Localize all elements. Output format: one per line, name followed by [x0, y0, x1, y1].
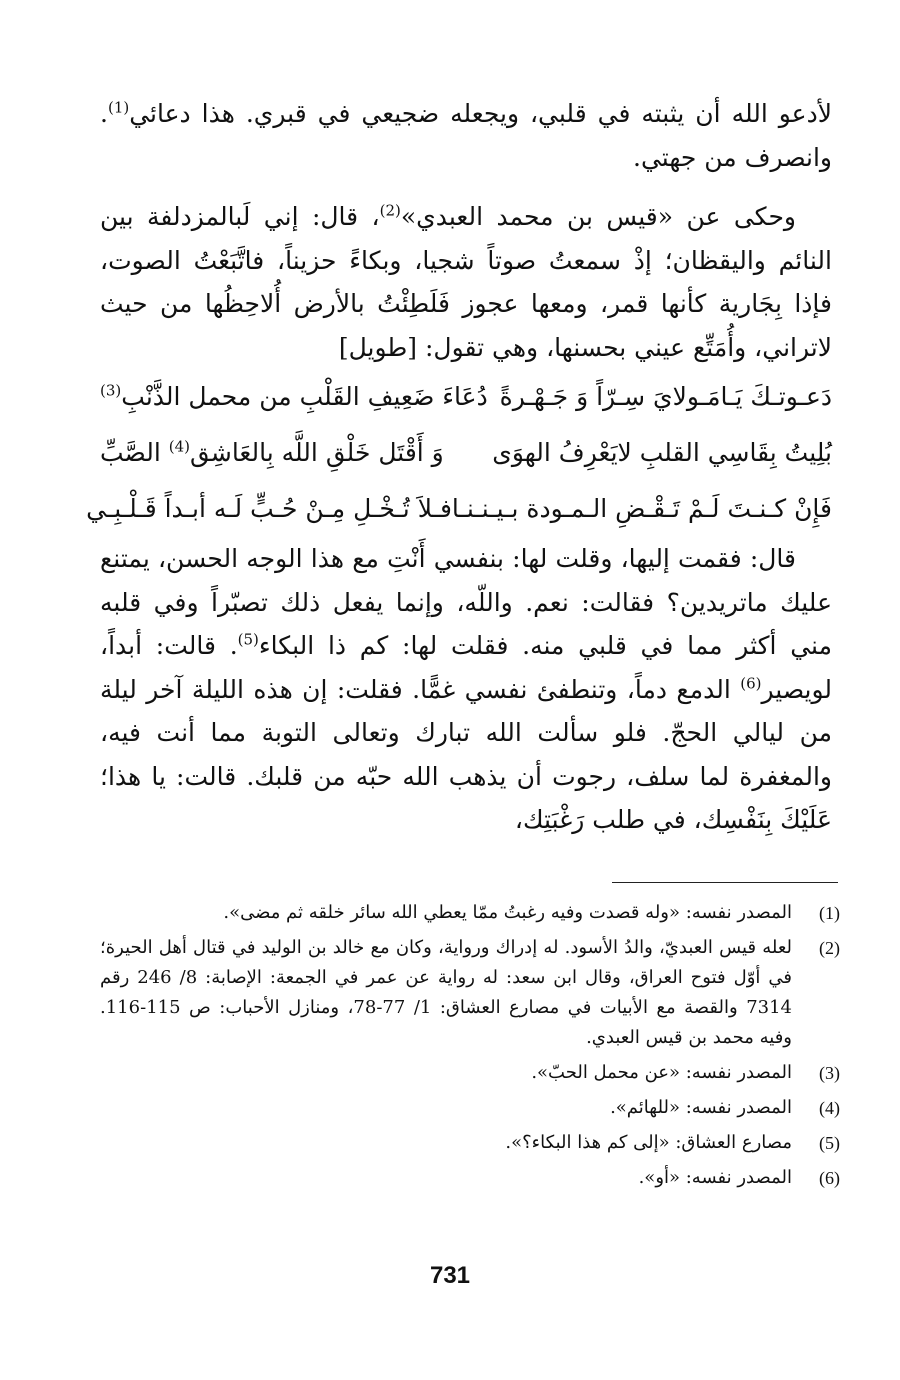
paragraph-3: قال: فقمت إليها، وقلت لها: بنفسي أَنْتِ مع هذا الوجه الحسن، يمتنع عليك ماتريدين؟ فقالت: نعم. واللّه، وإنما يفعل ذلك تصبّراً وفي قلبه مني أكثر مما في قلبي منه. فقلت لها: كم ذا البكاء$^{(5)}$. قالت: أبداً، لويصير$^{(6)}$ الدمع دماً، وتنطفئ نفسي غمًّا. فقلت: إن هذه الليلة آخر ليلة من ليالي الحجّ. فلو سألت الله تبارك وتعالى التوبة مما أنت فيه، والمغفرة لما سلف، رجوت أن يذهب الله حبّه من قلبك. قالت: يا هذا؛ عَلَيْكَ بِنَفْسِك، في طلب رَغْبَتِك،: [100, 544, 832, 834]
footnote-text: المصدر نفسه: «للهائم».: [610, 1097, 792, 1118]
page-number: 731: [429, 1262, 471, 1289]
verse-1: [100, 369, 832, 425]
footnote-number: (4): [819, 1098, 840, 1118]
verse-1-first-hemistich: دَعـوتـكَ يَـامَـولايَ سِـرّاً وَ جَـهْـرةً: [499, 382, 832, 412]
paragraph-1: لأدعو الله أن يثبته في قلبي، ويجعله ضجيعي في قبري. هذا دعائي$^{(1)}$. وانصرف من جهتي.: [100, 98, 832, 172]
footnote-ref-1[interactable]: (1): [107, 98, 130, 117]
footnote-number: (3): [819, 1063, 840, 1083]
footnote-number: (1): [819, 903, 840, 923]
footnote-ref-6[interactable]: (6): [740, 674, 762, 693]
paragraph-2: وحكى عن «قيس بن محمد العبدي»$^{(2)}$، قال: إني لَبالمزدلفة بين النائم واليقظان؛ إذْ سمعتُ صوتاً شجيا، وبكاءً حزيناً، فاتَّبَعْتُ الصوت، فإذا بِجَارية كأنها قمر، ومعها عجوز فَلَطِئْتُ بالأرض أُلاحِظُها من حيث لاتراني، وأُمَتِّع عيني بحسنها، وهي تقول: [طويل]: [100, 201, 832, 362]
main-text: [86, 92, 832, 842]
verse-3-first-hemistich: فَإِنْ كـنـتَ لَـمْ تَـقْـضِ الـمـودة بـيـنـنـا: [451, 494, 832, 524]
verse-3: [86, 481, 832, 537]
footnote-ref-4[interactable]: (4): [168, 437, 191, 456]
verse-2-first-hemistich: بُلِيتُ بِقَاسِي القلبِ لايَعْرِفُ الهوَى: [492, 438, 832, 468]
verse-2-second-hemistich: وَ أَقْتَل خَلْقِ اللَّه بِالعَاشِق$^{(4)}$ الصَّبِّ: [100, 437, 444, 468]
footnote-1: [100, 898, 840, 928]
footnote-3: [100, 1058, 840, 1088]
footnote-4: [100, 1093, 840, 1123]
footnote-number: (6): [819, 1168, 840, 1188]
footnotes: [100, 898, 840, 1198]
footnote-ref-3[interactable]: (3): [100, 381, 122, 400]
footnote-2: [100, 933, 840, 1053]
footnote-text: مصارع العشاق: «إلى كم هذا البكاء؟».: [505, 1132, 792, 1153]
verse-1-second-hemistich: دُعَاءَ ضَعِيفِ القَلْبِ من محمل الذَّنْبِ$^{(3)}$: [100, 381, 488, 412]
footnote-6: [100, 1163, 840, 1193]
footnote-number: (2): [819, 938, 840, 958]
verse-2: [100, 425, 832, 481]
footnote-text: المصدر نفسه: «وله قصدت وفيه رغبتُ ممّا يعطي الله سائر خلقه ثم مضى».: [223, 902, 792, 923]
verse-3-second-hemistich: فـلاَ تُـخْـلِ مِـنْ حُـبٍّ لَـه أبـداً قَـلْـبِـي: [86, 494, 452, 524]
footnote-text: لعله قيس العبديّ، والدُ الأسود. له إدراك ورواية، وكان مع خالد بن الوليد في قتال أهل الحيرة؛ في أوّل فتوح العراق، وقال ابن سعد: له رواية عن عمر في الجمعة: الإصابة: 8/ 246 رقم 7314 والقصة مع الأبيات في مصارع العشاق: 1/ 77-78، ومنازل الأحباب: ص 115-116. وفيه محمد بن قيس العبدي.: [100, 937, 792, 1048]
footnote-ref-5[interactable]: (5): [237, 630, 259, 649]
footnote-ref-2[interactable]: (2): [379, 201, 401, 220]
footnote-5: [100, 1128, 840, 1158]
footnote-text: المصدر نفسه: «عن محمل الحبّ».: [531, 1062, 792, 1083]
footnote-separator: [612, 882, 838, 883]
footnote-text: المصدر نفسه: «أو».: [638, 1167, 792, 1188]
footnote-number: (5): [819, 1133, 840, 1153]
